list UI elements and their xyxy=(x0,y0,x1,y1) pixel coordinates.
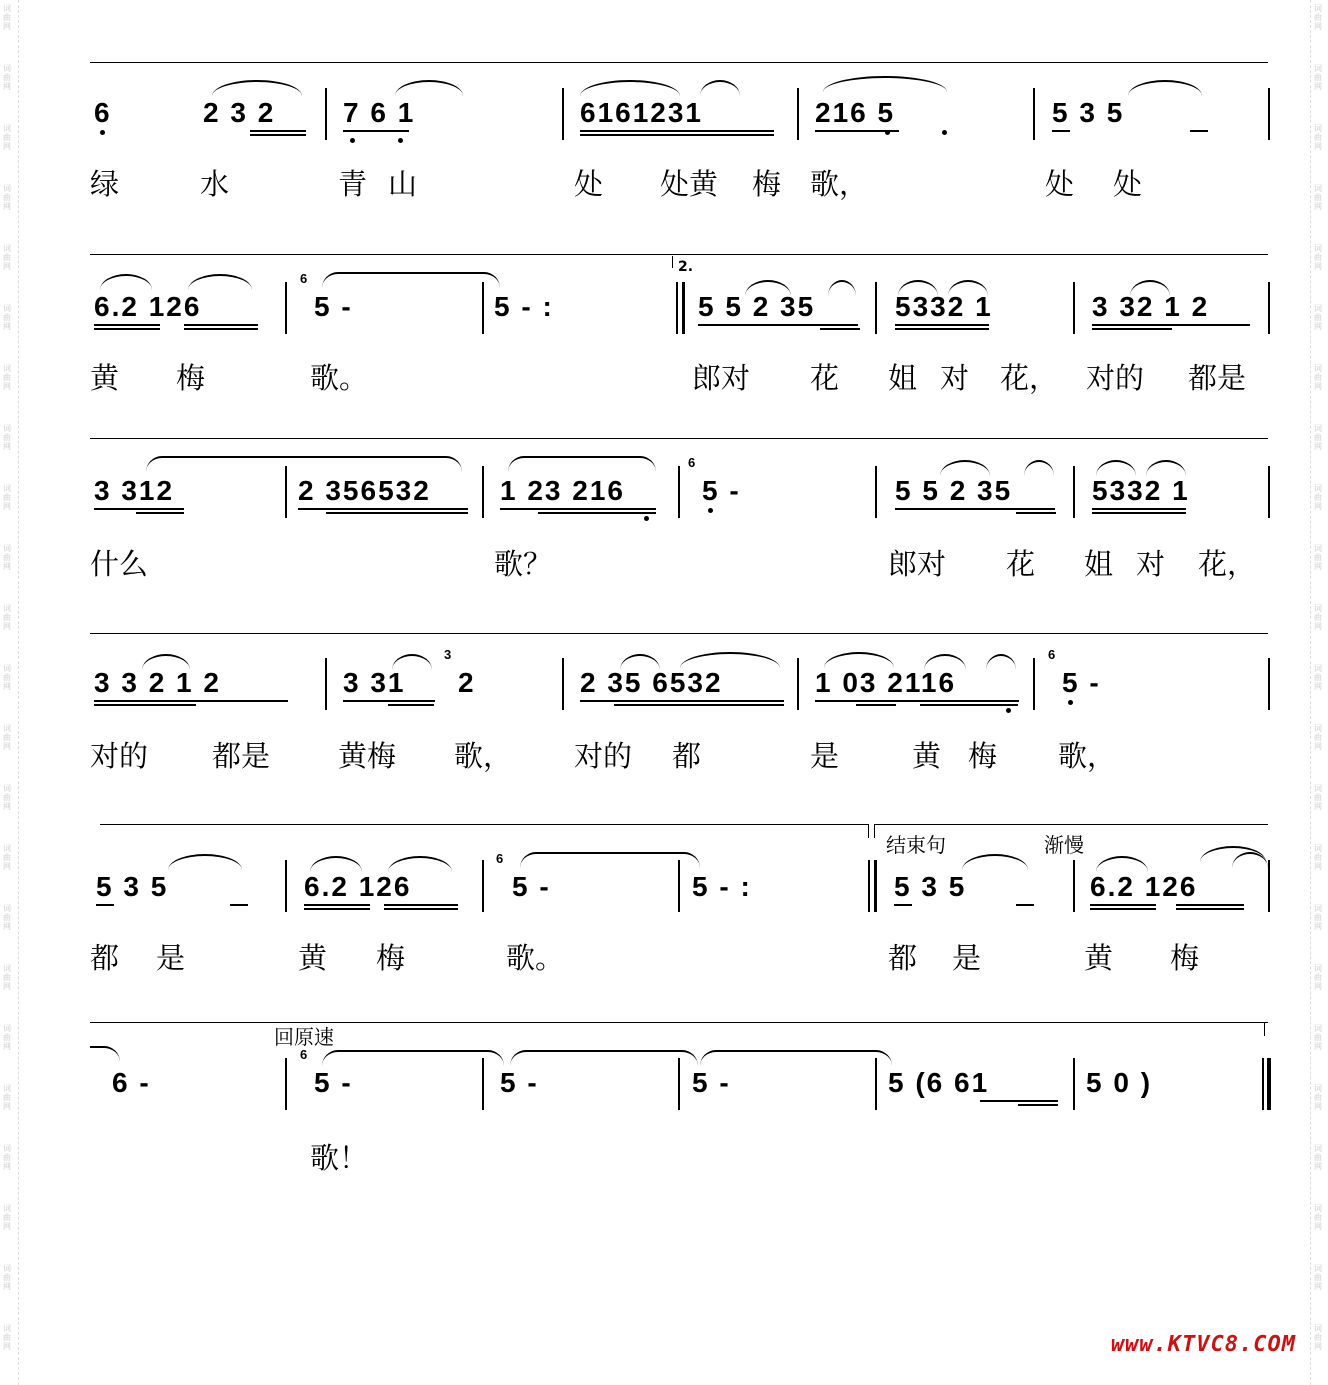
lyric: 处黄 xyxy=(660,167,719,201)
note-group: 5 - xyxy=(1062,667,1101,698)
lyric: 是 xyxy=(952,941,982,975)
note-group: 7 6 1 xyxy=(343,97,416,128)
note-group: 5 - xyxy=(702,475,741,506)
system-divider xyxy=(100,824,868,825)
side-watermark-text: 词 曲 网 xyxy=(3,124,11,151)
underline xyxy=(384,904,458,906)
note: 6 xyxy=(94,97,112,128)
underline xyxy=(500,508,656,510)
system-divider xyxy=(90,254,1268,255)
barline xyxy=(875,466,877,518)
lyric: 都 xyxy=(672,739,702,773)
site-watermark: www.KTVC8.COM xyxy=(1110,1332,1296,1357)
side-watermark-text: 词 曲 网 xyxy=(3,1024,11,1051)
lyric: 郎对 xyxy=(692,361,751,395)
side-watermark-text: 词 曲 网 xyxy=(3,64,11,91)
slur xyxy=(580,80,680,96)
side-watermark-text: 词 曲 网 xyxy=(1314,1084,1322,1111)
tie xyxy=(322,272,500,288)
slur xyxy=(898,280,938,296)
final-barline xyxy=(1267,1058,1271,1110)
slur xyxy=(392,654,432,670)
slur xyxy=(620,654,660,670)
low-dot xyxy=(942,130,947,135)
lyric: 水 xyxy=(200,167,230,201)
barline xyxy=(1268,88,1270,140)
note-group: 5 - : xyxy=(494,291,554,322)
slur xyxy=(146,456,462,472)
slur xyxy=(924,654,966,670)
slur xyxy=(940,460,990,476)
underline xyxy=(94,328,160,330)
underline xyxy=(1052,130,1070,132)
barline xyxy=(1073,860,1075,912)
lyric: 姐 xyxy=(888,361,918,395)
underline xyxy=(614,704,784,706)
side-watermark-text: 词 曲 网 xyxy=(1314,1024,1322,1051)
lyric: 歌， xyxy=(454,739,513,773)
lyric: 黄 xyxy=(1084,941,1114,975)
slur xyxy=(388,856,452,872)
underline xyxy=(1016,904,1034,906)
system-divider xyxy=(90,438,1268,439)
side-watermark-text: 词 曲 网 xyxy=(1314,124,1322,151)
barline xyxy=(285,282,287,334)
note-group: 1 23 216 xyxy=(500,475,625,506)
low-dot xyxy=(885,130,890,135)
side-watermark-text: 词 曲 网 xyxy=(3,4,11,31)
note-group: 5 - xyxy=(512,871,551,902)
slur xyxy=(1130,280,1170,296)
lyric: 黄梅 xyxy=(338,739,397,773)
lyric: 黄 xyxy=(90,361,120,395)
barline xyxy=(285,1058,287,1110)
note-group: 5 5 2 35 xyxy=(698,291,816,322)
final-barline xyxy=(1262,1058,1264,1110)
side-watermark-text: 词 曲 网 xyxy=(1314,1144,1322,1171)
note-group: 5 - : xyxy=(692,871,752,902)
lyric: 处 xyxy=(1113,167,1143,201)
barline xyxy=(1033,658,1035,710)
side-watermark-text: 词 曲 网 xyxy=(1314,244,1322,271)
side-watermark-text: 词 曲 网 xyxy=(3,484,11,511)
side-watermark-text: 词 曲 网 xyxy=(3,604,11,631)
note-group: 5 - xyxy=(314,1067,353,1098)
side-watermark-text: 词 曲 网 xyxy=(3,664,11,691)
barline xyxy=(678,466,680,518)
tie xyxy=(510,1050,698,1066)
bracket xyxy=(1264,1022,1265,1036)
note-group: 3 3 2 1 2 xyxy=(94,667,221,698)
tie xyxy=(322,1050,504,1066)
side-watermark-text: 词 曲 网 xyxy=(1314,304,1322,331)
note-group: 5 5 2 35 xyxy=(895,475,1013,506)
underline xyxy=(94,508,184,510)
barline xyxy=(797,88,799,140)
side-watermark-text: 词 曲 网 xyxy=(1314,664,1322,691)
note-group: 6.2 126 xyxy=(94,291,202,322)
low-dot xyxy=(398,138,403,143)
side-watermark-text: 词 曲 网 xyxy=(3,1264,11,1291)
lyric: 歌， xyxy=(810,167,869,201)
barline xyxy=(1033,88,1035,140)
lyric: 梅 xyxy=(376,941,406,975)
underline xyxy=(580,130,774,132)
lyric: 梅 xyxy=(752,167,782,201)
barline xyxy=(875,282,877,334)
underline xyxy=(1092,512,1186,514)
underline xyxy=(1090,908,1156,910)
side-watermark-text: 词 曲 网 xyxy=(1314,364,1322,391)
volta-bracket xyxy=(672,256,673,268)
slur xyxy=(948,280,988,296)
underline xyxy=(184,324,258,326)
underline xyxy=(1190,130,1208,132)
underline xyxy=(388,704,434,706)
grace-note: 6 xyxy=(688,455,696,470)
grace-note: 6 xyxy=(300,1047,308,1062)
bracket xyxy=(868,824,869,838)
side-watermark-text: 词 曲 网 xyxy=(3,364,11,391)
tie xyxy=(90,1046,120,1062)
side-watermark-text: 词 曲 网 xyxy=(3,964,11,991)
underline xyxy=(326,512,468,514)
barline xyxy=(1073,466,1075,518)
note-group: 5 3 5 xyxy=(1052,97,1125,128)
underline xyxy=(920,704,1018,706)
side-watermark-text: 词 曲 网 xyxy=(1314,184,1322,211)
note-group: 6.2 126 xyxy=(304,871,412,902)
slur xyxy=(745,280,791,296)
slur xyxy=(700,80,740,96)
barline xyxy=(562,88,564,140)
underline xyxy=(815,700,1019,702)
slur xyxy=(188,274,252,290)
side-watermark-text: 词 曲 网 xyxy=(3,1084,11,1111)
grace-note: 6 xyxy=(1048,647,1056,662)
repeat-barline xyxy=(874,860,877,912)
barline xyxy=(285,466,287,518)
note-group: 2 3 2 xyxy=(203,97,276,128)
lyric: 花， xyxy=(1000,361,1059,395)
note-group: 5 (6 61 xyxy=(888,1067,990,1098)
lyric: 梅 xyxy=(968,739,998,773)
slur xyxy=(680,652,780,668)
lyric: 花 xyxy=(1006,547,1036,581)
tempo-label: 回原速 xyxy=(274,1025,334,1049)
note-group: 216 5 xyxy=(815,97,896,128)
lyric: 歌， xyxy=(1058,739,1117,773)
lyric: 梅 xyxy=(1170,941,1200,975)
underline xyxy=(94,700,288,702)
side-watermark-text: 词 曲 网 xyxy=(1314,1324,1322,1351)
barline xyxy=(325,88,327,140)
lyric: 对 xyxy=(1136,547,1166,581)
grace-note: 6 xyxy=(496,851,504,866)
lyric: 黄 xyxy=(912,739,942,773)
lyric: 花， xyxy=(1198,547,1257,581)
underline xyxy=(298,508,468,510)
barline xyxy=(1073,282,1075,334)
tie xyxy=(700,1050,892,1066)
lyric: 郎对 xyxy=(888,547,947,581)
underline xyxy=(580,700,784,702)
note-group: 5 3 5 xyxy=(96,871,169,902)
lyric: 黄 xyxy=(298,941,328,975)
lyric: 都 xyxy=(888,941,918,975)
underline xyxy=(1092,324,1250,326)
low-dot xyxy=(1068,700,1073,705)
side-watermark-text: 词 曲 网 xyxy=(3,1144,11,1171)
low-dot xyxy=(1006,708,1011,713)
system-divider xyxy=(874,824,1268,825)
lyric: 姐 xyxy=(1084,547,1114,581)
underline xyxy=(894,904,912,906)
side-watermark-text: 词 曲 网 xyxy=(3,784,11,811)
side-watermark-text: 词 曲 网 xyxy=(1314,724,1322,751)
left-watermark-strip xyxy=(0,0,19,1385)
system-divider xyxy=(90,1022,1268,1023)
barline xyxy=(482,282,484,334)
underline xyxy=(304,904,370,906)
side-watermark-text: 词 曲 网 xyxy=(3,184,11,211)
slur xyxy=(142,654,190,670)
bracket xyxy=(874,824,875,838)
note-group: 6 - xyxy=(112,1067,151,1098)
side-watermark-text: 词 曲 网 xyxy=(1314,1204,1322,1231)
side-watermark-text: 词 曲 网 xyxy=(1314,4,1322,31)
note-group: 3 31 xyxy=(343,667,406,698)
barline xyxy=(1268,860,1270,912)
slur xyxy=(212,80,302,96)
underline xyxy=(343,130,409,132)
underline xyxy=(895,328,989,330)
underline xyxy=(230,904,248,906)
side-watermark-text: 词 曲 网 xyxy=(1314,844,1322,871)
side-watermark-text: 词 曲 网 xyxy=(3,904,11,931)
underline xyxy=(184,328,258,330)
barline xyxy=(285,860,287,912)
barline xyxy=(325,658,327,710)
lyric: 对 xyxy=(940,361,970,395)
note-group: 3 312 xyxy=(94,475,175,506)
underline xyxy=(580,134,774,136)
side-watermark-text: 词 曲 网 xyxy=(1314,484,1322,511)
note-group: 6.2 126 xyxy=(1090,871,1198,902)
barline xyxy=(1268,466,1270,518)
note-group: 1 03 2116 xyxy=(815,667,957,698)
underline xyxy=(384,908,458,910)
side-watermark-text: 词 曲 网 xyxy=(1314,964,1322,991)
section-label: 结束句 xyxy=(886,833,946,857)
lyric: 歌！ xyxy=(310,1141,369,1175)
lyric: 是 xyxy=(156,941,186,975)
underline xyxy=(538,512,656,514)
slur xyxy=(962,854,1028,870)
barline xyxy=(797,658,799,710)
note-group: 5332 1 xyxy=(1092,475,1190,506)
slur xyxy=(1146,460,1186,476)
repeat-barline xyxy=(676,282,678,334)
note-group: 5 0 ) xyxy=(1086,1067,1153,1098)
side-watermark-text: 词 曲 网 xyxy=(1314,604,1322,631)
underline xyxy=(250,134,306,136)
side-watermark-text: 词 曲 网 xyxy=(1314,64,1322,91)
side-watermark-text: 词 曲 网 xyxy=(1314,784,1322,811)
slur xyxy=(828,280,856,296)
barline xyxy=(562,658,564,710)
lyric: 山 xyxy=(388,167,418,201)
low-dot xyxy=(100,130,105,135)
slur xyxy=(1096,460,1136,476)
volta-label: 2. xyxy=(678,259,694,275)
slur xyxy=(508,456,656,472)
lyric: 歌。 xyxy=(310,361,369,395)
underline xyxy=(1090,904,1156,906)
note-group: 5 - xyxy=(692,1067,731,1098)
underline xyxy=(980,1100,1058,1102)
underline xyxy=(1092,508,1186,510)
low-dot xyxy=(708,508,713,513)
note-group: 5 - xyxy=(500,1067,539,1098)
barline xyxy=(482,466,484,518)
tempo-label: 渐慢 xyxy=(1044,833,1084,857)
underline xyxy=(1176,904,1244,906)
side-watermark-text: 词 曲 网 xyxy=(3,544,11,571)
slur xyxy=(310,856,362,872)
barline xyxy=(1073,1058,1075,1110)
side-watermark-text: 词 曲 网 xyxy=(3,244,11,271)
underline xyxy=(343,700,435,702)
side-watermark-text: 词 曲 网 xyxy=(3,844,11,871)
underline xyxy=(96,904,114,906)
slur xyxy=(395,80,463,96)
underline xyxy=(895,508,1055,510)
note-group: 6161231 xyxy=(580,97,704,128)
underline xyxy=(250,130,306,132)
lyric: 处 xyxy=(574,167,604,201)
barline xyxy=(1268,658,1270,710)
underline xyxy=(1018,1104,1058,1106)
underline xyxy=(856,704,896,706)
slur xyxy=(1128,80,1202,96)
note-group: 2 35 6532 xyxy=(580,667,723,698)
slur xyxy=(823,76,947,92)
grace-note: 6 xyxy=(300,271,308,286)
underline xyxy=(820,328,860,330)
repeat-barline xyxy=(682,282,685,334)
repeat-barline xyxy=(868,860,870,912)
low-dot xyxy=(644,516,649,521)
lyric: 梅 xyxy=(176,361,206,395)
slur xyxy=(1096,856,1148,872)
underline xyxy=(698,324,858,326)
slur xyxy=(168,854,242,870)
side-watermark-text: 词 曲 网 xyxy=(1314,904,1322,931)
note-group: 2 356532 xyxy=(298,475,431,506)
side-watermark-text: 词 曲 网 xyxy=(1314,1264,1322,1291)
system-divider xyxy=(90,62,1268,63)
lyric: 对的 xyxy=(90,739,149,773)
underline xyxy=(94,324,160,326)
underline xyxy=(94,704,196,706)
lyric: 处 xyxy=(1045,167,1075,201)
slur xyxy=(100,274,152,290)
barline xyxy=(482,860,484,912)
lyric: 是 xyxy=(810,739,840,773)
side-watermark-text: 词 曲 网 xyxy=(3,1204,11,1231)
lyric: 对的 xyxy=(574,739,633,773)
lyric: 都是 xyxy=(212,739,271,773)
low-dot xyxy=(350,138,355,143)
barline xyxy=(1268,282,1270,334)
slur xyxy=(986,654,1016,670)
lyric: 歌？ xyxy=(494,547,553,581)
lyric: 绿 xyxy=(90,167,120,201)
slur xyxy=(1024,460,1054,476)
note-group: 3 32 1 2 xyxy=(1092,291,1210,322)
side-watermark-text: 词 曲 网 xyxy=(3,1324,11,1351)
underline xyxy=(304,908,370,910)
lyric: 都是 xyxy=(1188,361,1247,395)
underline xyxy=(1016,512,1056,514)
grace-note: 3 xyxy=(444,647,452,662)
side-watermark-text: 词 曲 网 xyxy=(1314,544,1322,571)
note-group: 5332 1 xyxy=(895,291,993,322)
underline xyxy=(1092,328,1172,330)
system-divider xyxy=(90,633,1268,634)
note-group: 5 3 5 xyxy=(894,871,967,902)
lyric: 都 xyxy=(90,941,120,975)
lyric: 歌。 xyxy=(506,941,565,975)
side-watermark-text: 词 曲 网 xyxy=(3,424,11,451)
note: 2 xyxy=(458,667,476,698)
side-watermark-text: 词 曲 网 xyxy=(1314,424,1322,451)
underline xyxy=(1176,908,1244,910)
underline xyxy=(895,324,989,326)
lyric: 什么 xyxy=(90,547,149,581)
side-watermark-text: 词 曲 网 xyxy=(3,304,11,331)
tie xyxy=(520,852,700,868)
lyric: 花 xyxy=(810,361,840,395)
note-group: 5 - xyxy=(314,291,353,322)
right-watermark-strip xyxy=(1310,0,1328,1385)
slur xyxy=(824,652,894,668)
lyric: 青 xyxy=(338,167,368,201)
side-watermark-text: 词 曲 网 xyxy=(3,724,11,751)
underline xyxy=(136,512,184,514)
lyric: 对的 xyxy=(1086,361,1145,395)
